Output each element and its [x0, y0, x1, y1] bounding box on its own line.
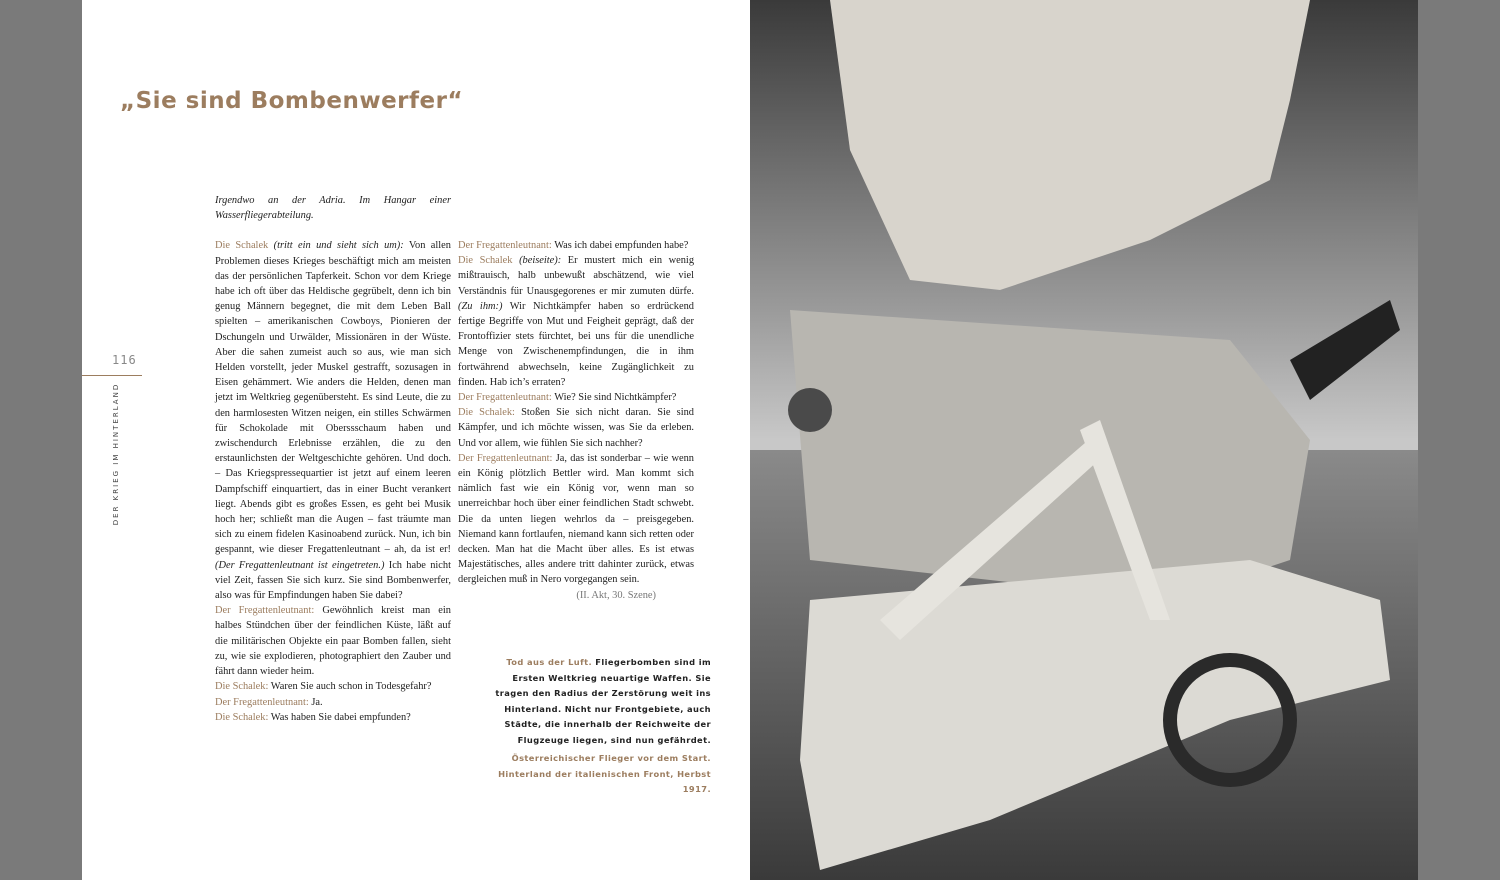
left-page	[82, 0, 750, 880]
page-title: „Sie sind Bombenwerfer“	[120, 88, 464, 114]
speech-text: Was haben Sie dabei empfunden?	[268, 711, 411, 723]
stage-direction: (tritt ein und sieht sich um):	[268, 240, 404, 252]
dialogue-paragraph	[215, 710, 451, 725]
speaker-name: Der Fregattenleutnant:	[458, 452, 553, 464]
speaker-name: Die Schalek	[215, 240, 269, 252]
speaker-name: Die Schalek:	[215, 711, 269, 723]
speech-text: Von allen Problemen dieses Krieges beschäftigt mich am meisten das der persönlichen Tapferkeit. Schon vor dem Kriege habe ich oft über das Heldische gegrübelt, denn ich bin genug Männern begegnet, die mit dem Leben Ball spielten – amerikanischen Cowboys, Pionieren der Dschungeln und Urwälder, Missionären in der Wüste. Aber die sahen zumeist auch so aus, wie man sich Helden vorstellt, jeder Muskel gestrafft, sozusagen in Eisen gehämmert. Wie anders die Helden, denen man jetzt im Weltkrieg gegenübersteht. Es sind Leute, die zu den harmlosesten Witzen neigen, ein stilles Schwärmen für Schokolade mit Oberssschaum haben und zwischendurch Erlebnisse erzählen, die zu den erstaunlichsten der Weltgeschichte gehören. Und doch. – Das Kriegspressequartier ist jetzt auf einem leeren Dampfschiff einquartiert, das in einer Bucht verankert liegt. Abends gibt es großes Essen, es geht bei Musik hoch her; schließt man die Augen – fast träumte man sich zu einem fidelen Kasinoabend zurück. Nun, ich bin gespannt, wie dieser Fregattenleutnant – ah, da ist er!	[215, 240, 451, 556]
biplane-photo	[750, 0, 1418, 880]
speech-text: Ich habe nicht viel Zeit, fassen Sie sich kurz. Sie sind Bombenwerfer, also was für Empfindungen haben Sie dabei?	[215, 559, 452, 602]
speaker-name: Der Fregattenleutnant:	[458, 392, 552, 404]
speaker-name: Der Fregattenleutnant:	[458, 240, 552, 251]
speech-text: Stoßen Sie sich nicht daran. Sie sind Kämpfer, und ich möchte wissen, was Sie da erleben. Und vor allem, wie fühlen Sie sich nachher?	[458, 407, 694, 449]
speaker-name: Die Schalek:	[458, 407, 515, 419]
speaker-name: Der Fregattenleutnant:	[215, 696, 309, 708]
speaker-name: Der Fregattenleutnant:	[215, 605, 315, 617]
photo-caption: Österreichischer Flieger vor dem Start. Hinterland der italienischen Front, Herbst 1917.	[498, 753, 711, 794]
text-column-2	[458, 238, 694, 603]
running-head: DER KRIEG IM HINTERLAND	[112, 382, 120, 526]
sidebar-caption	[487, 655, 711, 748]
source-citation: (II. Akt, 30. Szene)	[576, 589, 656, 601]
dialogue-paragraph	[458, 451, 694, 588]
page-number: 116	[112, 353, 137, 367]
dialogue	[215, 238, 451, 725]
photo-image	[750, 0, 1418, 880]
caption-text: Fliegerbomben sind im Ersten Weltkrieg neuartige Waffen. Sie tragen den Radius der Zerstörung weit ins Hinterland. Nicht nur Frontgebiete, auch Städte, die innerhalb der Reichweite der Flugzeuge liegen, sind nun gefährdet.	[495, 657, 711, 745]
dialogue-paragraph	[215, 238, 451, 603]
dialogue-paragraph	[215, 603, 451, 679]
dialogue-paragraph	[215, 695, 451, 710]
dialogue-paragraph	[215, 679, 451, 694]
stage-direction: (Zu ihm:)	[458, 300, 503, 312]
dialogue-paragraph	[458, 238, 694, 253]
dialogue-paragraph	[458, 405, 694, 451]
scene-intro: Irgendwo an der Adria. Im Hangar einer Wasserfliegerabteilung.	[215, 195, 451, 222]
speaker-name: Die Schalek:	[215, 681, 269, 693]
text-column-1	[215, 193, 451, 725]
speech-text: Gewöhnlich kreist man ein halbes Stündchen über der feindlichen Küste, läßt auf die militärischen Objekte ein paar Bomben fallen, sieht zu, wie sie explodieren, photographiert den Zauber und fährt dann wieder heim.	[215, 605, 451, 678]
speech-text: Er mustert mich ein wenig mißtrauisch, halb unbewußt abschätzend, wie viel Verständnis für Unausgegorenes er mir zumuten dürfe.	[458, 255, 695, 297]
speech-text: Was ich dabei empfunden habe?	[551, 240, 689, 251]
speech-text: Ja.	[308, 696, 323, 708]
dialogue-paragraph	[458, 253, 694, 390]
speech-text: Wie? Sie sind Nichtkämpfer?	[551, 392, 677, 404]
speech-text: Wir Nichtkämpfer haben so erdrückend fertige Begriffe von Mut und Feigheit geprägt, daß der Frontoffizier stets fürchtet, bei uns für die unendliche Menge von Zwischenempfindungen, die in ihm fortwährend abwechseln, keine Zugänglichkeit zu finden. Hab ich’s erraten?	[458, 300, 694, 388]
dialogue-paragraph	[458, 390, 694, 405]
stage-direction: (Der Fregattenleutnant ist eingetreten.)	[215, 559, 385, 571]
stage-direction: (beiseite):	[512, 255, 562, 267]
speaker-name: Die Schalek	[458, 255, 513, 267]
speech-text: Ja, das ist sonderbar – wie wenn ein König plötzlich Bettler wird. Man kommt sich nämlich fast wie ein König vor, wenn man so unerreichbar hoch über einer feindlichen Stadt schwebt. Die da unten liegen wehrlos da – preisgegeben. Niemand kann fortlaufen, niemand kann sich retten oder decken. Man hat die Macht über alles. Es ist etwas Majestätisches, alles andere tritt dahinter zurück, etwas dergleichen muß in Nero vorgegangen sein.	[458, 452, 694, 586]
speech-text: Waren Sie auch schon in Todesgefahr?	[268, 681, 432, 693]
caption-lead: Tod aus der Luft.	[506, 657, 593, 667]
dialogue	[458, 238, 694, 588]
